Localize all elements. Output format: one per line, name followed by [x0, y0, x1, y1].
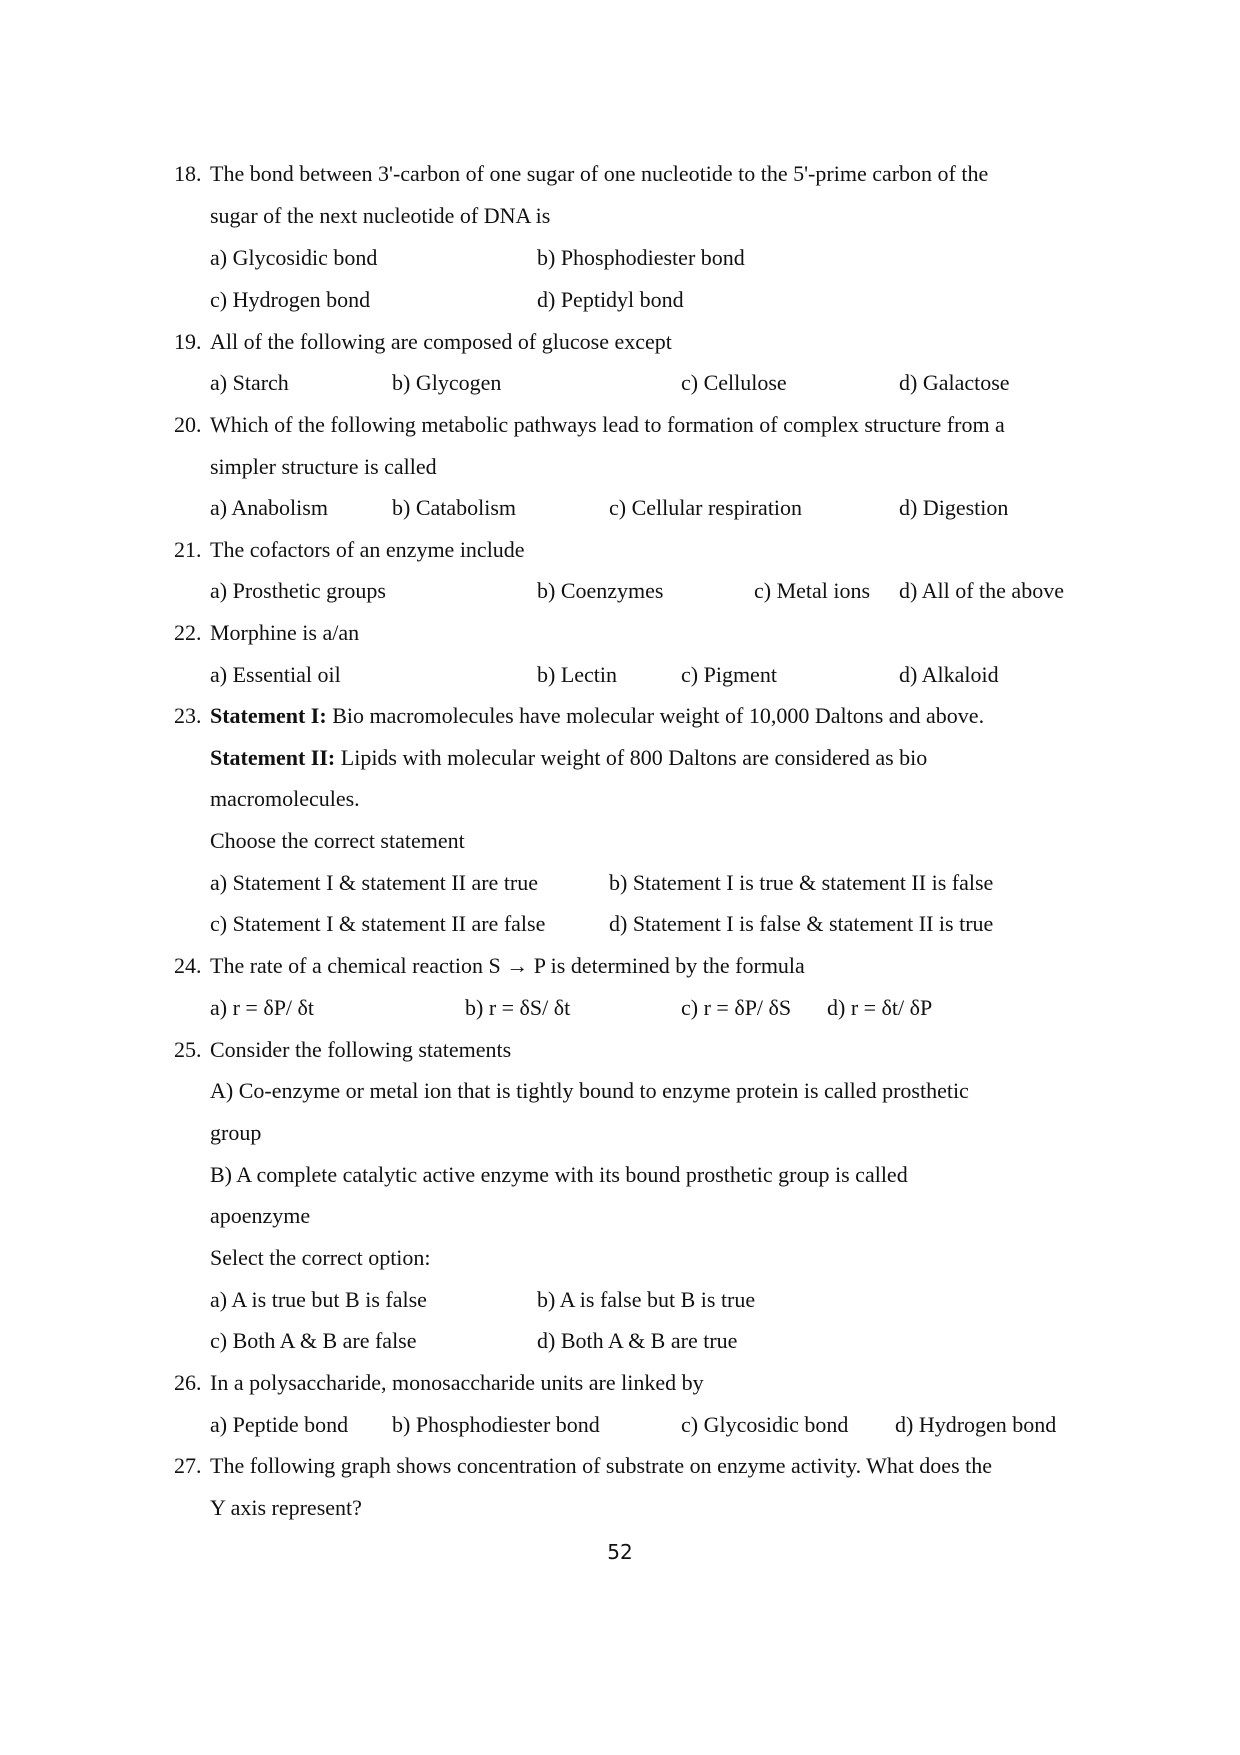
option: d) r = δt/ δP: [827, 995, 933, 1020]
question-text: In a polysaccharide, monosaccharide units are linked by: [210, 1370, 704, 1395]
question-text: The following graph shows concentration of substrate on enzyme activity. What does the: [210, 1453, 993, 1478]
question-number: 19.: [174, 329, 202, 354]
question-number: 25.: [174, 1037, 202, 1062]
question-text: B) A complete catalytic active enzyme with its bound prosthetic group is called: [210, 1162, 908, 1187]
question-text: The cofactors of an enzyme include: [210, 537, 525, 562]
option: b) r = δS/ δt: [465, 995, 571, 1020]
question-number: 20.: [174, 412, 202, 437]
option: a) Peptide bond: [210, 1412, 349, 1437]
option: d) Statement I is false & statement II is true: [609, 911, 994, 936]
option: d) Hydrogen bond: [895, 1412, 1057, 1437]
statement-one-label: Statement I:: [210, 703, 327, 728]
option: d) Digestion: [899, 495, 1009, 520]
question-number: 21.: [174, 537, 202, 562]
option: b) Phosphodiester bond: [537, 245, 745, 270]
question-text: macromolecules.: [210, 786, 360, 811]
option: c) Statement I & statement II are false: [210, 911, 546, 936]
question-text: group: [210, 1120, 262, 1145]
option: b) Catabolism: [392, 495, 517, 520]
question-text: Which of the following metabolic pathways lead to formation of complex structure from a: [210, 412, 1005, 437]
option: a) A is true but B is false: [210, 1287, 427, 1312]
question-text: Consider the following statements: [210, 1037, 512, 1062]
option: a) Statement I & statement II are true: [210, 870, 539, 895]
option: d) Both A & B are true: [537, 1328, 738, 1353]
option: c) Cellular respiration: [609, 495, 803, 520]
question-number: 26.: [174, 1370, 202, 1395]
option: c) r = δP/ δS: [681, 995, 792, 1020]
question-number: 23.: [174, 703, 202, 728]
statement-two-text: Lipids with molecular weight of 800 Daltons are considered as bio: [335, 745, 928, 770]
question-prompt: Select the correct option:: [210, 1245, 431, 1270]
option: c) Metal ions: [754, 578, 871, 603]
option: a) Essential oil: [210, 662, 341, 687]
page-number: 52: [607, 1540, 633, 1564]
statement-one-text: Bio macromolecules have molecular weight of 10,000 Daltons and above.: [326, 703, 985, 728]
statement-one: [210, 701, 984, 731]
question-text: apoenzyme: [210, 1203, 311, 1228]
option: c) Both A & B are false: [210, 1328, 417, 1353]
option: a) Prosthetic groups: [210, 578, 386, 603]
question-text: A) Co-enzyme or metal ion that is tightly bound to enzyme protein is called prosthetic: [210, 1078, 969, 1103]
option: c) Pigment: [681, 662, 777, 687]
option: c) Hydrogen bond: [210, 287, 371, 312]
statement-two: [210, 743, 927, 773]
option: d) Alkaloid: [899, 662, 999, 687]
question-number: 27.: [174, 1453, 202, 1478]
question-text: All of the following are composed of glucose except: [210, 329, 672, 354]
option: a) Starch: [210, 370, 289, 395]
option: d) All of the above: [899, 578, 1064, 603]
option: b) Statement I is true & statement II is false: [609, 870, 994, 895]
question-prompt: Choose the correct statement: [210, 828, 465, 853]
option: c) Cellulose: [681, 370, 787, 395]
question-number: 22.: [174, 620, 202, 645]
option: b) Lectin: [537, 662, 618, 687]
option: a) Anabolism: [210, 495, 328, 520]
question-text: The rate of a chemical reaction S → P is determined by the formula: [210, 953, 805, 978]
question-number: 18.: [174, 161, 202, 186]
option: b) A is false but B is true: [537, 1287, 756, 1312]
statement-two-label: Statement II:: [210, 745, 336, 770]
question-text: sugar of the next nucleotide of DNA is: [210, 203, 551, 228]
option: a) Glycosidic bond: [210, 245, 378, 270]
option: b) Glycogen: [392, 370, 502, 395]
question-text: simpler structure is called: [210, 454, 437, 479]
question-text: The bond between 3'-carbon of one sugar of one nucleotide to the 5'-prime carbon of the: [210, 161, 989, 186]
question-number: 24.: [174, 953, 202, 978]
option: a) r = δP/ δt: [210, 995, 315, 1020]
option: b) Phosphodiester bond: [392, 1412, 600, 1437]
option: c) Glycosidic bond: [681, 1412, 849, 1437]
option: d) Galactose: [899, 370, 1010, 395]
option: d) Peptidyl bond: [537, 287, 684, 312]
question-text: Y axis represent?: [210, 1495, 362, 1520]
question-text: Morphine is a/an: [210, 620, 360, 645]
option: b) Coenzymes: [537, 578, 664, 603]
